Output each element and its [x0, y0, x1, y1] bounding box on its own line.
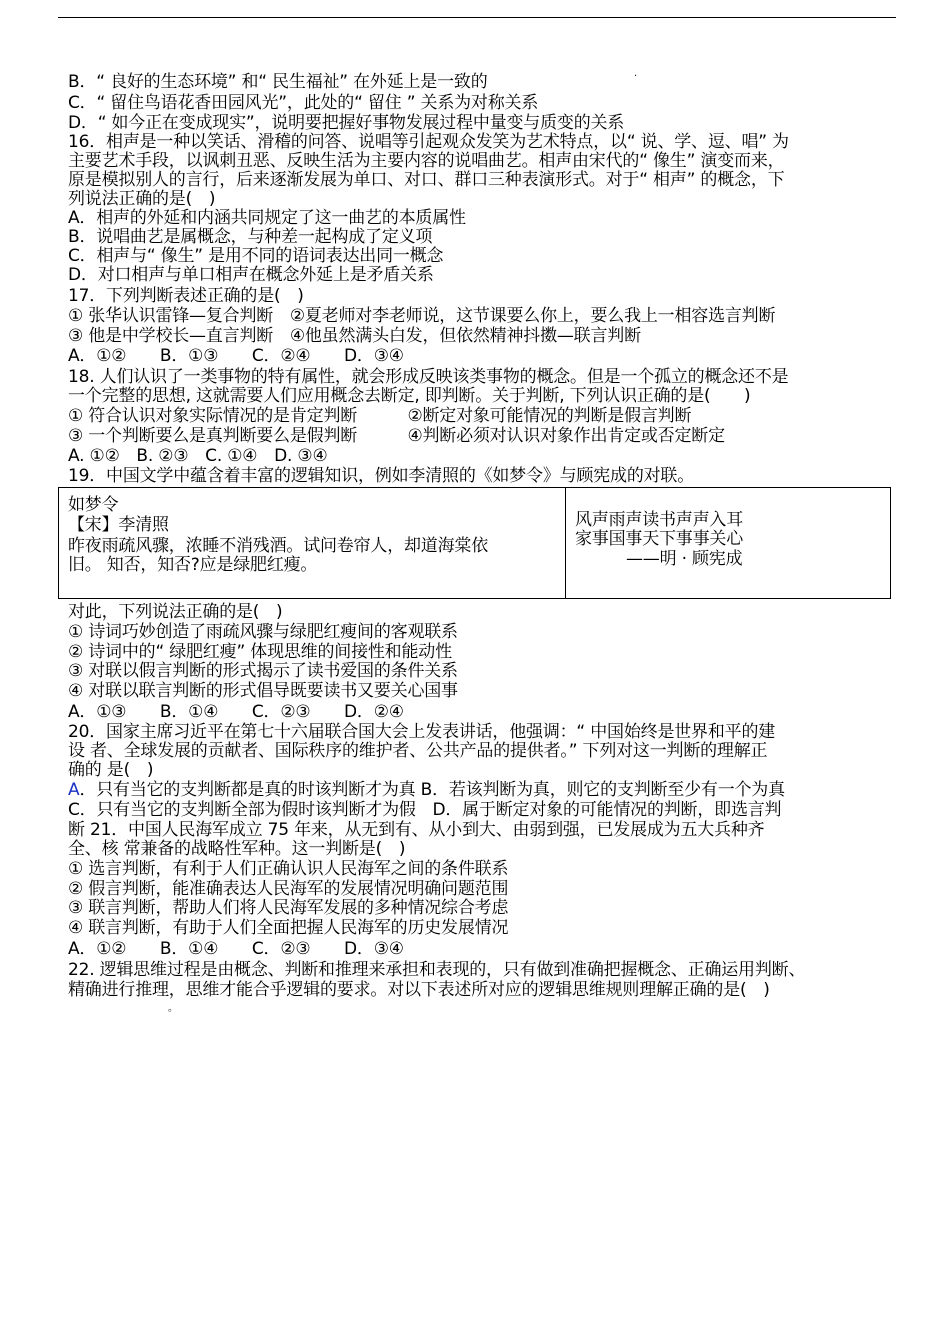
q21-choices: A．①② B．①④ C．②③ D．③④ — [68, 939, 404, 959]
stray-dot: · — [634, 71, 638, 82]
q18-choices: A. ①② B. ②③ C. ①④ D. ③④ — [68, 446, 328, 466]
q20-options-ab — [68, 780, 785, 800]
q21-statement-4: ④ 联言判断，有助于人们全面把握人民海军的历史发展情况 — [68, 918, 509, 938]
stray-mark: 。 — [168, 1003, 178, 1014]
q22-stem-line-2: 精确进行推理，思维才能合乎逻辑的要求。对以下表述所对应的逻辑思维规则理解正确的是( ) — [68, 980, 770, 1000]
q16-option-d: D．对口相声与单口相声在概念外延上是矛盾关系 — [68, 265, 434, 285]
q16-stem-line-4: 列说法正确的是( ) — [68, 189, 216, 209]
q17-choices: A．①② B．①③ C．②④ D．③④ — [68, 346, 404, 366]
couplet-line-2: 家事国事天下事事关心 — [575, 529, 743, 549]
q17-stem: 17．下列判断表述正确的是( ) — [68, 286, 304, 306]
q20-options-ab-text: ．只有当它的支判断都是真的时该判断才为真 B．若该判断为真，则它的支判断至少有一个为真 — [79, 780, 785, 800]
q19-stem-after: 对此，下列说法正确的是( ) — [68, 602, 283, 622]
q19-statement-3: ③ 对联以假言判断的形式揭示了读书爱国的条件关系 — [68, 661, 458, 681]
q21-statement-1: ① 选言判断，有利于人们正确认识人民海军之间的条件联系 — [68, 859, 509, 879]
poem-text-2: 旧。 知否，知否?应是绿肥红瘦。 — [68, 555, 318, 575]
poem-couplet-table — [58, 487, 891, 599]
q21-statement-2: ② 假言判断，能准确表达人民海军的发展情况明确问题范围 — [68, 879, 509, 899]
q16-option-a: A．相声的外延和内涵共同规定了这一曲艺的本质属性 — [68, 208, 466, 228]
q19-statement-2: ② 诗词中的“ 绿肥红瘦” 体现思维的间接性和能动性 — [68, 642, 452, 662]
q20-stem-line-3: 确的 是( ) — [68, 760, 154, 780]
q16-stem-line-3: 原是模拟别人的言行，后来逐渐发展为单口、对口、群口三种表演形式。对于“ 相声” 的概念，下 — [68, 170, 785, 190]
q19-stem: 19．中国文学中蕴含着丰富的逻辑知识，例如李清照的《如梦令》与顾宪成的对联。 — [68, 466, 695, 486]
poem-title: 如梦令 — [68, 495, 119, 515]
q19-choices: A．①③ B．①④ C．②③ D．②④ — [68, 702, 404, 722]
header-rule — [58, 17, 896, 18]
q20-options-cd: C．只有当它的支判断全部为假时该判断才为假 D．属于断定对象的可能情况的判断，即选言判 — [68, 800, 782, 820]
q21-stem-line-2: 全、核 常兼备的战略性军种。这一判断是( ) — [68, 839, 406, 859]
q16-option-c: C．相声与“ 像生” 是用不同的语词表达出同一概念 — [68, 246, 444, 266]
q15-option-b: B．“ 良好的生态环境” 和“ 民生福祉” 在外延上是一致的 — [68, 72, 488, 92]
q19-statement-1: ① 诗词巧妙创造了雨疏风骤与绿肥红瘦间的客观联系 — [68, 622, 458, 642]
q16-stem-line-1: 16．相声是一种以笑话、滑稽的问答、说唱等引起观众发笑为艺术特点，以“ 说、学、逗、唱” 为 — [68, 132, 789, 152]
q18-stem-line-1: 18. 人们认识了一类事物的特有属性，就会形成反映该类事物的概念。但是一个孤立的概念还不是 — [68, 367, 789, 387]
couplet-line-1: 风声雨声读书声声入耳 — [575, 510, 743, 530]
q18-stem-line-2: 一个完整的思想, 这就需要人们应用概念去断定, 即判断。关于判断, 下列认识正确的是( ) — [68, 386, 751, 406]
q21-statement-3: ③ 联言判断，帮助人们将人民海军发展的多种情况综合考虑 — [68, 898, 509, 918]
couplet-author: ——明 · 顾宪成 — [626, 549, 743, 569]
q16-option-b: B．说唱曲艺是属概念，与种差一起构成了定义项 — [68, 227, 433, 247]
q16-stem-line-2: 主要艺术手段，以讽刺丑恶、反映生活为主要内容的说唱曲艺。相声由宋代的“ 像生” 演变而来， — [68, 151, 785, 171]
q22-stem-line-1: 22. 逻辑思维过程是由概念、判断和推理来承担和表现的，只有做到准确把握概念、正确运用判断、 — [68, 960, 806, 980]
q18-statements-1: ① 符合认识对象实际情况的是肯定判断 ②断定对象可能情况的判断是假言判断 — [68, 406, 692, 426]
q20-option-a-letter: A — [68, 780, 80, 800]
poem-author: 【宋】李清照 — [68, 515, 169, 535]
q20-stem-line-1: 20．国家主席习近平在第七十六届联合国大会上发表讲话，他强调：“ 中国始终是世界和平的建 — [68, 722, 776, 742]
q15-option-c: C．“ 留住鸟语花香田园风光”，此处的“ 留住 ” 关系为对称关系 — [68, 93, 539, 113]
q19-statement-4: ④ 对联以联言判断的形式倡导既要读书又要关心国事 — [68, 681, 458, 701]
q15-option-d: D．“ 如今正在变成现实”，说明要把握好事物发展过程中量变与质变的关系 — [68, 113, 625, 133]
poem-text-1: 昨夜雨疏风骤，浓睡不消残酒。试问卷帘人，却道海棠依 — [68, 536, 488, 556]
table-divider — [565, 488, 566, 598]
q20-stem-line-2: 设 者、全球发展的贡献者、国际秩序的维护者、公共产品的提供者。” 下列对这一判断的理解正 — [68, 741, 768, 761]
q18-statements-2: ③ 一个判断要么是真判断要么是假判断 ④判断必须对认识对象作出肯定或否定断定 — [68, 426, 725, 446]
q21-stem-line-1: 断 21．中国人民海军成立 75 年来，从无到有、从小到大、由弱到强，已发展成为五大兵种齐 — [68, 820, 765, 840]
q17-statements-2: ③ 他是中学校长—直言判断 ④他虽然满头白发，但依然精神抖擞—联言判断 — [68, 326, 641, 346]
q17-statements-1: ① 张华认识雷锋—复合判断 ②夏老师对李老师说，这节课要么你上，要么我上一相容选言判断 — [68, 306, 776, 326]
